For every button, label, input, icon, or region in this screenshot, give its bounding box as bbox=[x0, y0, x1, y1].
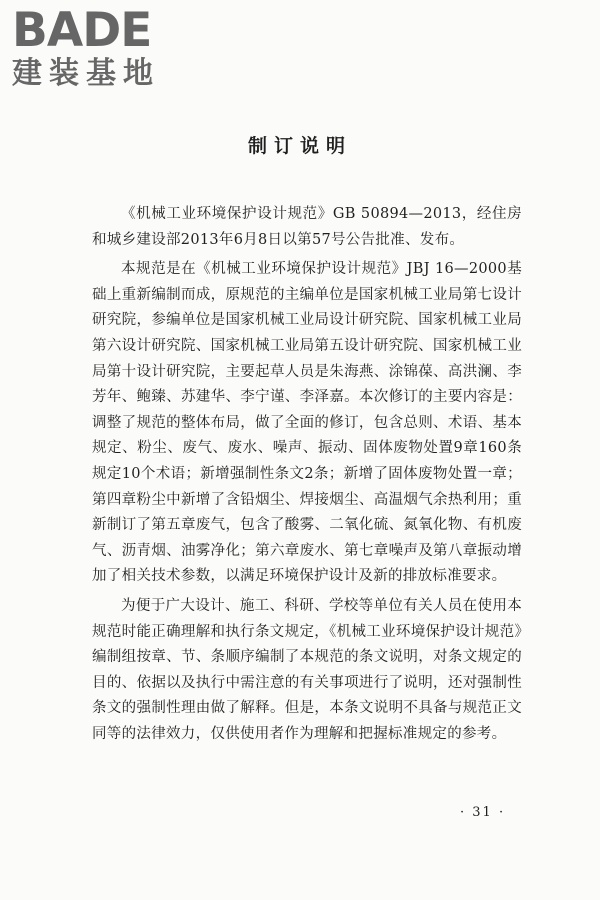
page-number: · 31 · bbox=[460, 805, 506, 820]
logo bbox=[12, 3, 182, 92]
logo-mark: BADE bbox=[12, 3, 152, 58]
paragraph-approval: 《机械工业环境保护设计规范》GB 50894—2013，经住房和城乡建设部2013年6月8日以第57号公告批准、发布。 bbox=[92, 206, 522, 248]
page-title: 制订说明 bbox=[247, 135, 352, 157]
paragraph-explanation: 为便于广大设计、施工、科研、学校等单位有关人员在使用本规范时能正确理解和执行条文规定，《机械工业环境保护设计规范》编制组按章、节、条顺序编制了本规范的条文说明，对条文规定的目的、依据以及执行中需注意的有关事项进行了说明，还对强制性条文的强制性理由做了解释。但是，本条文说明不具备与规范正文同等的法律效力，仅供使用者作为理解和把握标准规定的参考。 bbox=[92, 597, 522, 742]
logo-subtitle: 建装基地 bbox=[12, 56, 160, 91]
paragraph-revision: 本规范是在《机械工业环境保护设计规范》JBJ 16—2000基础上重新编制而成，原规范的主编单位是国家机械工业局第七设计研究院，参编单位是国家机械工业局设计研究院、国家机械工业局第六设计研究院、国家机械工业局第五设计研究院、国家机械工业局第十设计研究院，主要起草人员是朱海燕、涂锦葆、高洪澜、李芳年、鲍臻、苏建华、李宁谨、李泽嘉。本次修订的主要内容是：调整了规范的整体布局，做了全面的修订，包含总则、术语、基本规定、粉尘、废气、废水、噪声、振动、固体废物处置9章160条规定10个术语；新增强制性条文2条；新增了固体废物处置一章；第四章粉尘中新增了含铅烟尘、焊接烟尘、高温烟气余热利用；重新制订了第五章废气，包含了酸雾、二氧化硫、氮氧化物、有机废气、沥青烟、油雾净化；第六章废水、第七章噪声及第八章振动增加了相关技术参数，以满足环境保护设计及新的排放标准要求。 bbox=[92, 261, 522, 585]
document-body bbox=[92, 202, 522, 751]
